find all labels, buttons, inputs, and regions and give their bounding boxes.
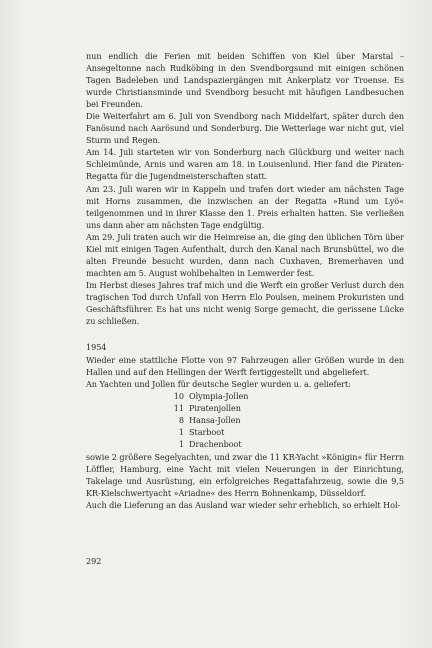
boat-count: 1 — [178, 427, 184, 438]
paragraph: Am 14. Juli starteten wir von Sonderburg nach Glückburg und weiter nach Schleimünde, Arnis und waren am 18. in Louisenlund. Hier fand die Piraten-Regatta für die Jugendmeisterschaften statt. — [86, 147, 404, 182]
paragraph: Auch die Lieferung an das Ausland war wieder sehr erheblich, so erhielt Hol- — [86, 499, 401, 510]
list-item — [86, 438, 404, 450]
boat-type: Piratenjollen — [189, 403, 241, 414]
page-number: 292 — [86, 556, 102, 566]
boat-type: Hansa-Jollen — [189, 415, 241, 426]
body-text — [86, 50, 404, 511]
list-item — [86, 426, 404, 438]
boat-list — [86, 390, 404, 450]
list-item — [86, 402, 404, 414]
year-heading: 1954 — [86, 342, 107, 353]
paragraph: Am 29. Juli traten auch wir die Heimreise an, die ging den üblichen Törn über Kiel mit einigen Tagen Aufenthalt, durch den Kanal nach Brunsbüttel, wo die alten Freunde besucht wurden, dann nach Cuxhaven, Bremerhaven und machten am 5. August wohlbehalten in Lemwerder fest. — [86, 231, 404, 278]
list-item — [86, 390, 404, 402]
boat-type: Drachenboot — [189, 439, 242, 450]
paragraph: nun endlich die Ferien mit beiden Schiffen von Kiel über Marstal – Ansegeltonne nach Rudköbing in den Svendborgsund mit einigen schönen Tagen Badeleben und Landspaziergängen mit Ankerplatz vor Troense. Es wurde Christiansminde und Svendborg besucht mit häufigen Landbesuchen bei Freunden. — [86, 51, 404, 110]
paragraph: Am 23. Juli waren wir in Kappeln und trafen dort wieder am nächsten Tage mit Horns zusammen, die inzwischen an der Regatta »Rund um Lyö« teilgenommen und in ihrer Klasse den 1. Preis erhalten hatten. Sie verließen uns dann aber am nächsten Tage endgültig. — [86, 183, 404, 230]
boat-count: 1 — [178, 439, 184, 450]
boat-type: Starboot — [189, 427, 225, 438]
paragraph: Die Weiterfahrt am 6. Juli von Svendborg nach Middelfart, später durch den Fanösund nach Aarösund und Sonderburg. Die Wetterlage war nicht gut, viel Sturm und Regen. — [86, 111, 404, 146]
boat-count: 11 — [173, 403, 184, 414]
boat-type: Olympia-Jollen — [189, 391, 249, 402]
paragraph: Wieder eine stattliche Flotte von 97 Fahrzeugen aller Größen wurde in den Hallen und auf den Hellingen der Werft fertiggestellt und abgeliefert. — [86, 355, 404, 378]
paragraph: An Yachten und Jollen für deutsche Segler wurden u. a. geliefert: — [86, 379, 351, 390]
list-item — [86, 414, 404, 426]
boat-count: 10 — [173, 391, 184, 402]
boat-count: 8 — [178, 415, 184, 426]
paragraph: sowie 2 größere Segelyachten, und zwar die 11 KR-Yacht »Königin« für Herrn Löffler, Hamburg, eine Yacht mit vielen Neuerungen in der Einrichtung, Takelage und Ausrüstung, ein erfolgreiches Regattafahrzeug, sowie die 9,5 KR-Kielschwertyacht »Ariadne« des Herrn Bohnenkamp, Düsseldorf. — [86, 451, 404, 498]
paragraph: Im Herbst dieses Jahres traf mich und die Werft ein großer Verlust durch den tragischen Tod durch Unfall von Herrn Elo Poulsen, meinem Prokuristen und Geschäftsführer. Es hat uns nicht wenig Sorge gemacht, die gerissene Lücke zu schließen. — [86, 279, 404, 327]
